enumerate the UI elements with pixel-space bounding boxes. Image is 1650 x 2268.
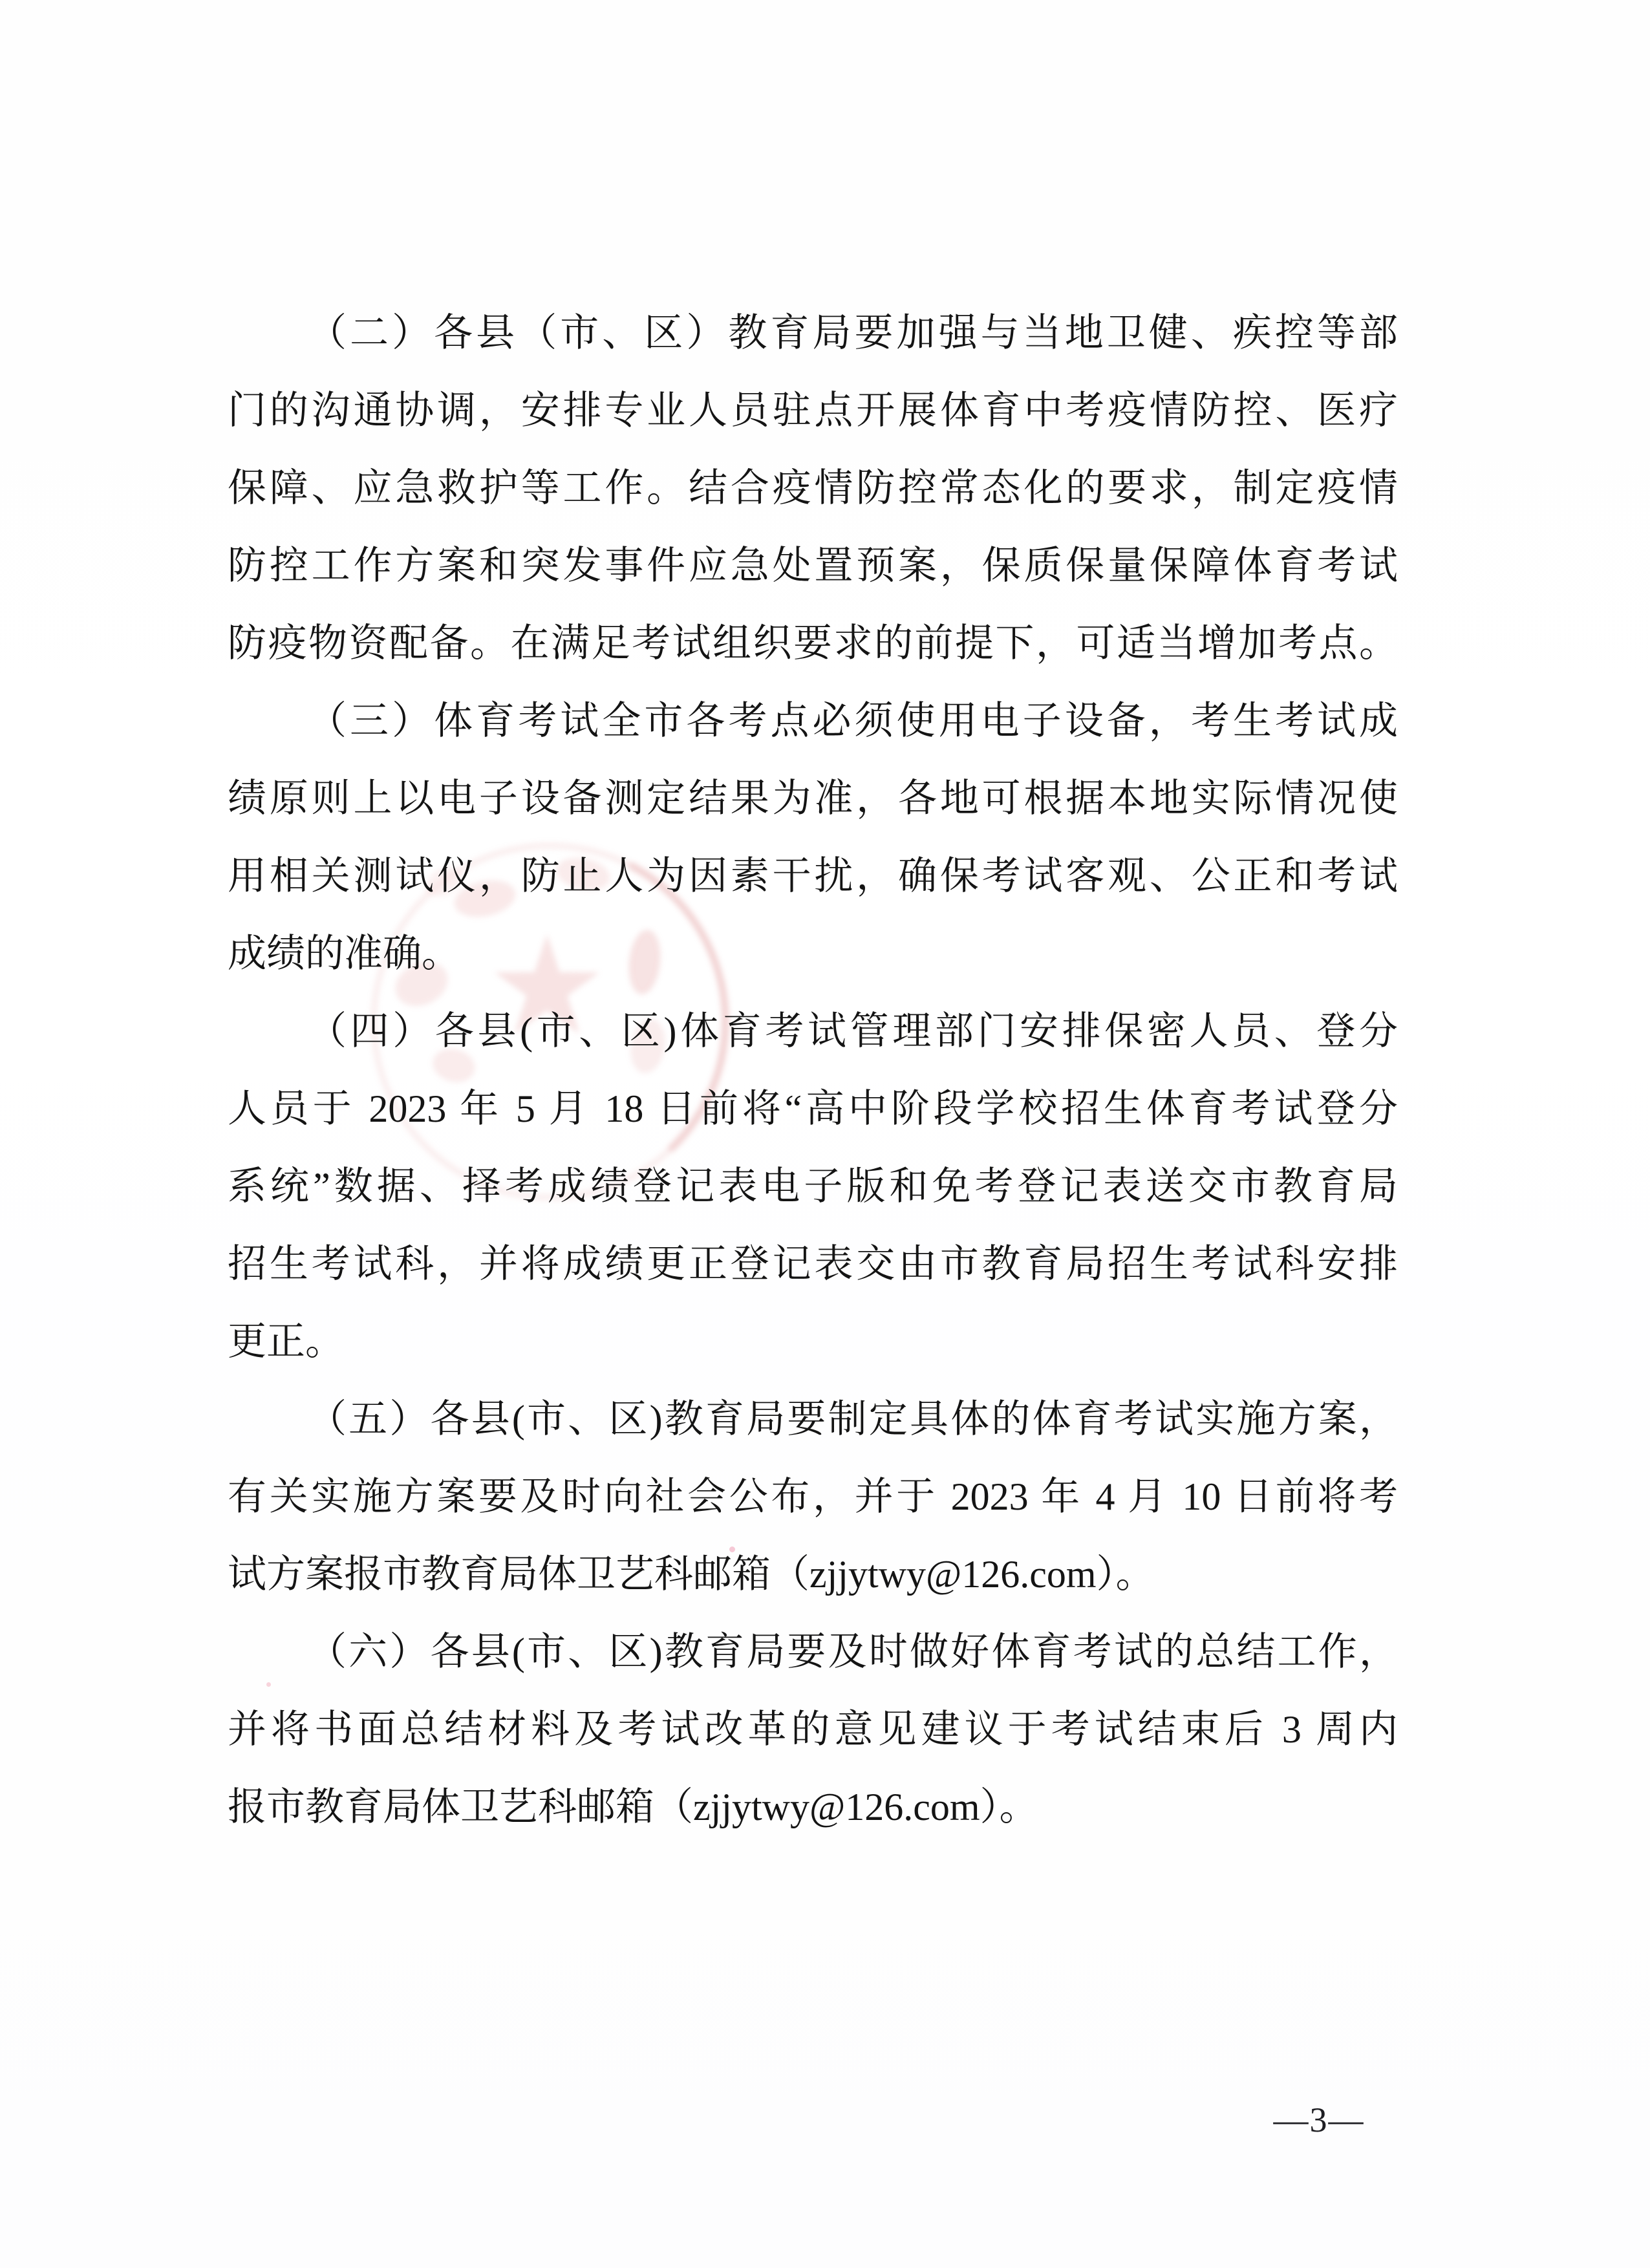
text-line: 用相关测试仪，防止人为因素干扰，确保考试客观、公正和考试 [228,855,1398,897]
text-line: 人员于 2023 年 5 月 18 日前将“高中阶段学校招生体育考试登分 [228,1087,1398,1130]
text-line: 防控工作方案和突发事件应急处置预案，保质保量保障体育考试 [228,544,1398,587]
document-body [228,294,1398,1846]
text-line: （二）各县（市、区）教育局要加强与当地卫健、疾控等部 [308,312,1398,354]
text-line: 招生考试科，并将成绩更正登记表交由市教育局招生考试科安排 [228,1243,1398,1285]
text-line: 成绩的准确。 [228,932,460,975]
text-line: 报市教育局体卫艺科邮箱（zjjytwy@126.com）。 [228,1786,1038,1828]
text-line: （三）体育考试全市各考点必须使用电子设备，考生考试成 [308,700,1398,742]
scan-speck [266,1682,271,1687]
text-line: 有关实施方案要及时向社会公布，并于 2023 年 4 月 10 日前将考 [228,1475,1398,1518]
text-line: （六）各县(市、区)教育局要及时做好体育考试的总结工作， [308,1631,1398,1673]
page-number: —3— [1273,2101,1365,2139]
text-line: 更正。 [228,1320,344,1363]
text-line: （五）各县(市、区)教育局要制定具体的体育考试实施方案， [308,1398,1398,1440]
text-line: 并将书面总结材料及考试改革的意见建议于考试结束后 3 周内 [228,1708,1398,1751]
text-line: 保障、应急救护等工作。结合疫情防控常态化的要求，制定疫情 [228,467,1398,509]
text-line: 防疫物资配备。在满足考试组织要求的前提下，可适当增加考点。 [228,622,1398,665]
text-line: 系统”数据、择考成绩登记表电子版和免考登记表送交市教育局 [228,1165,1398,1208]
scan-speck [729,1546,735,1552]
text-line: 试方案报市教育局体卫艺科邮箱（zjjytwy@126.com）。 [228,1553,1155,1596]
text-line: 绩原则上以电子设备测定结果为准，各地可根据本地实际情况使 [228,777,1398,820]
text-line: （四）各县(市、区)体育考试管理部门安排保密人员、登分 [308,1010,1398,1053]
text-line: 门的沟通协调，安排专业人员驻点开展体育中考疫情防控、医疗 [228,389,1398,432]
